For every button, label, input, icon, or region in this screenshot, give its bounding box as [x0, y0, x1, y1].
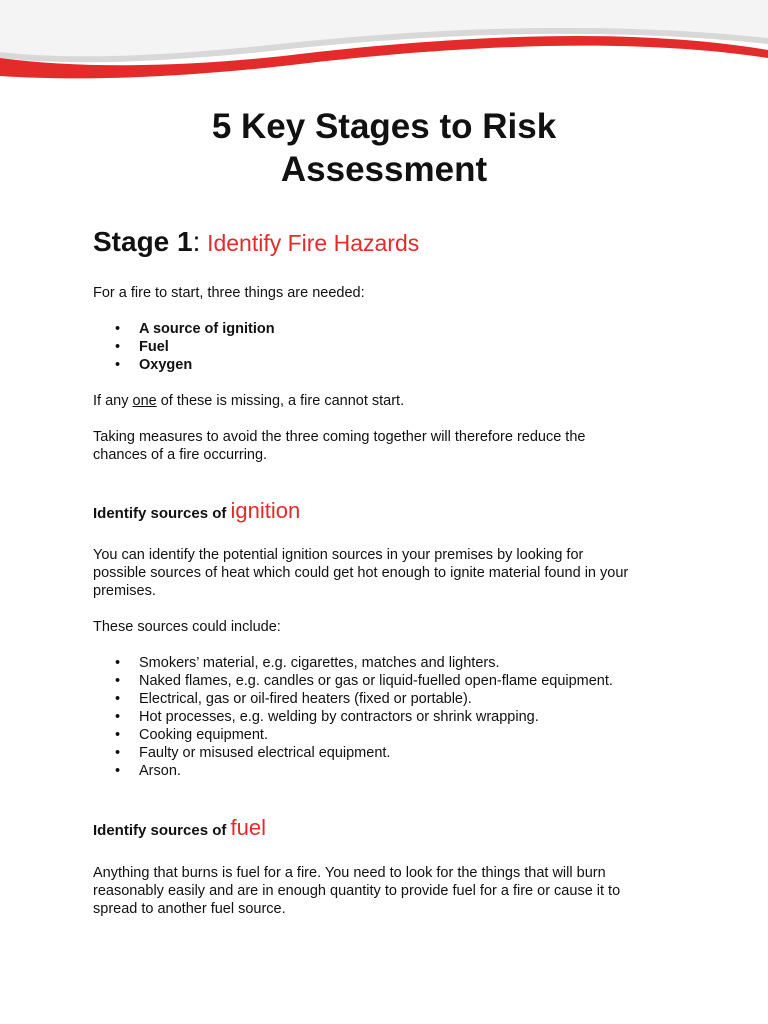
bullet-glyph: • [115, 709, 121, 725]
list-item: • Hot processes, e.g. welding by contractors or shrink wrapping. [115, 709, 539, 725]
fuel-heading: Identify sources of fuel [93, 815, 267, 840]
bullet-glyph: • [115, 321, 121, 337]
title-line-1: 5 Key Stages to Risk [211, 107, 557, 146]
stage-heading [93, 226, 419, 258]
ignition-list-intro: These sources could include: [93, 619, 281, 635]
bullet-glyph: • [115, 727, 121, 743]
list-item: • A source of ignition [115, 321, 275, 337]
bullet-glyph: • [115, 691, 121, 707]
fuel-paragraph: Anything that burns is fuel for a fire. You need to look for the things that will burn reasonably easily and are in enough quantity to provide fuel for a fire or cause it to spread to another fuel source. [93, 865, 621, 917]
list-item: • Naked flames, e.g. candles or gas or liquid-fuelled open-flame equipment. [115, 673, 613, 689]
document-title [93, 105, 675, 191]
list-item: • Arson. [115, 763, 181, 779]
list-item: • Electrical, gas or oil-fired heaters (fixed or portable). [115, 691, 472, 707]
bullet-glyph: • [115, 357, 121, 373]
fuel-accent: fuel [230, 815, 267, 840]
list-item: • Smokers’ material, e.g. cigarettes, matches and lighters. [115, 655, 500, 671]
measures-paragraph: Taking measures to avoid the three coming together will therefore reduce the chances of a fire occurring. [93, 429, 586, 463]
bullet-glyph: • [115, 673, 121, 689]
ignition-sources-list [93, 654, 693, 780]
ignition-accent: ignition [230, 498, 301, 523]
title-line-2: Assessment [280, 150, 488, 189]
missing-statement: If any one of these is missing, a fire cannot start. [93, 393, 405, 409]
header-swoosh [0, 0, 768, 90]
stage-title: Identify Fire Hazards [207, 230, 420, 256]
bullet-glyph: • [115, 763, 121, 779]
bullet-glyph: • [115, 745, 121, 761]
intro-text: For a fire to start, three things are needed: [93, 285, 365, 301]
list-item: • Fuel [115, 339, 169, 355]
bullet-glyph: • [115, 339, 121, 355]
list-item: • Oxygen [115, 357, 193, 373]
ignition-heading: Identify sources of ignition [93, 498, 301, 523]
fire-needs-list [93, 320, 275, 374]
stage-separator: : [192, 226, 201, 257]
underlined-word: one [132, 393, 157, 409]
ignition-paragraph: You can identify the potential ignition sources in your premises by looking for possible sources of heat which could get hot enough to ignite material found in your premises. [93, 547, 629, 599]
list-item: • Faulty or misused electrical equipment. [115, 745, 391, 761]
list-item: • Cooking equipment. [115, 727, 268, 743]
bullet-glyph: • [115, 655, 121, 671]
stage-label: Stage 1 [93, 226, 193, 257]
